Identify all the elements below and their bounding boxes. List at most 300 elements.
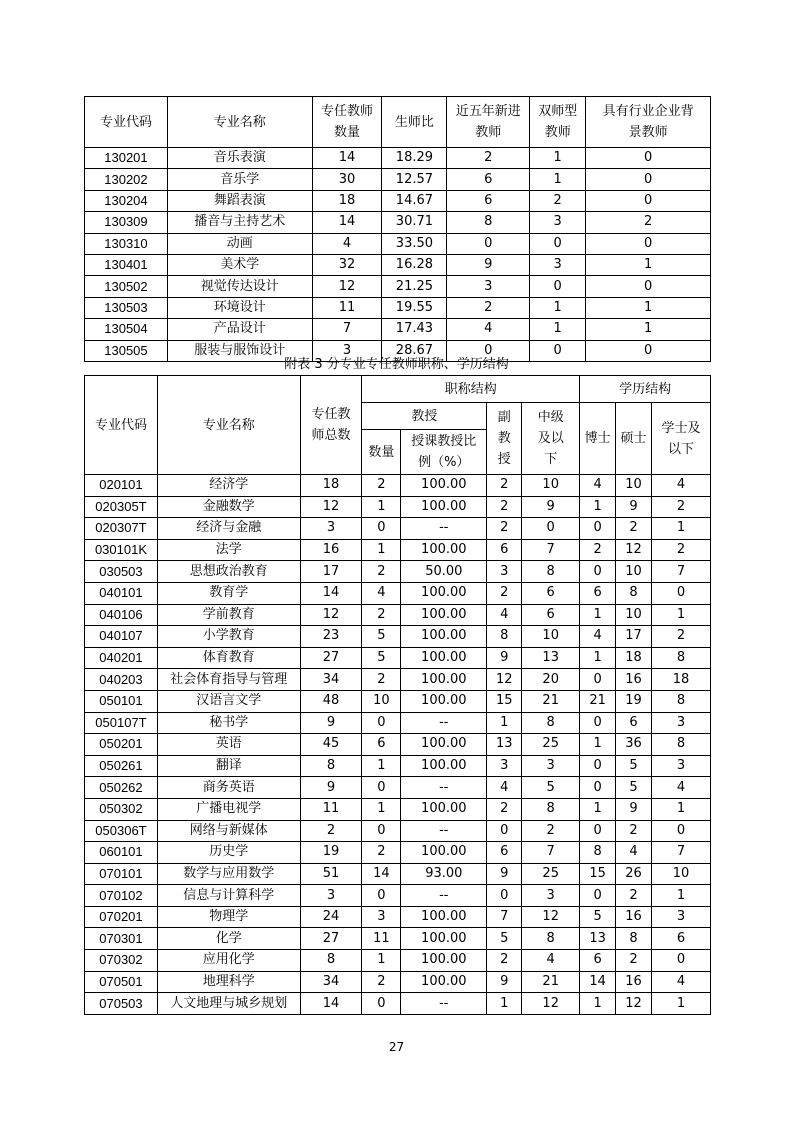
table-cell: 0: [580, 518, 616, 540]
table-cell: 2: [362, 971, 401, 993]
table-cell: 2: [362, 561, 401, 583]
table-cell: 10: [652, 863, 711, 885]
table-cell: 视觉传达设计: [167, 276, 312, 297]
table-cell: 16: [616, 669, 652, 691]
table-cell: 1: [586, 254, 711, 275]
table-cell: 13: [522, 647, 580, 669]
table-cell: 21: [522, 690, 580, 712]
table-cell: 19: [300, 842, 362, 864]
table-cell: 51: [300, 863, 362, 885]
table-cell: 6: [487, 539, 522, 561]
table-cell: 130201: [85, 148, 168, 169]
table-cell: 7: [487, 906, 522, 928]
table-cell: 翻译: [157, 755, 300, 777]
header-professor-count: 数量: [362, 430, 401, 475]
table-cell: 思想政治教育: [157, 561, 300, 583]
table-cell: 8: [522, 712, 580, 734]
table-cell: 21: [522, 971, 580, 993]
table-cell: 100.00: [401, 906, 487, 928]
table-cell: --: [401, 993, 487, 1015]
table-cell: 050302: [85, 798, 158, 820]
table-cell: 32: [312, 254, 382, 275]
table-cell: 0: [362, 712, 401, 734]
table-cell: 地理科学: [157, 971, 300, 993]
table-cell: 100.00: [401, 496, 487, 518]
table-cell: 音乐表演: [167, 148, 312, 169]
table-cell: 18.29: [382, 148, 447, 169]
table-cell: 24: [300, 906, 362, 928]
table-cell: 历史学: [157, 842, 300, 864]
table-cell: 34: [300, 971, 362, 993]
table-cell: 11: [362, 928, 401, 950]
header-education-structure: 学历结构: [580, 376, 711, 403]
table-cell: 93.00: [401, 863, 487, 885]
table-cell: 2: [362, 842, 401, 864]
table-cell: 3: [530, 254, 586, 275]
table-cell: 0: [580, 777, 616, 799]
table-cell: 人文地理与城乡规划: [157, 993, 300, 1015]
table-cell: 21: [580, 690, 616, 712]
table-cell: 040101: [85, 582, 158, 604]
table-cell: 7: [652, 842, 711, 864]
table-cell: 8: [300, 950, 362, 972]
table-cell: 2: [522, 820, 580, 842]
header-major-name: 专业名称: [157, 376, 300, 475]
table-cell: 100.00: [401, 971, 487, 993]
table-cell: 1: [652, 993, 711, 1015]
table-cell: 2: [580, 539, 616, 561]
table-cell: 14.67: [382, 190, 447, 211]
table-cell: 8: [522, 561, 580, 583]
table-cell: 4: [487, 777, 522, 799]
table-cell: 060101: [85, 842, 158, 864]
table-cell: 5: [487, 928, 522, 950]
table-cell: 2: [487, 582, 522, 604]
table-cell: 100.00: [401, 842, 487, 864]
table-row: [85, 297, 711, 318]
table-cell: 9: [616, 496, 652, 518]
table-cell: 0: [530, 233, 586, 254]
table-cell: 12: [487, 669, 522, 691]
table-cell: 0: [487, 820, 522, 842]
table-cell: 030101K: [85, 539, 158, 561]
table-cell: 信息与计算科学: [157, 885, 300, 907]
table-cell: 8: [487, 626, 522, 648]
table-cell: 英语: [157, 734, 300, 756]
table-cell: 040203: [85, 669, 158, 691]
table-cell: 2: [530, 190, 586, 211]
table-cell: 1: [580, 496, 616, 518]
table-cell: 0: [580, 669, 616, 691]
table-cell: 100.00: [401, 755, 487, 777]
table-cell: 1: [530, 148, 586, 169]
table-row: [85, 539, 711, 561]
table-cell: 1: [652, 885, 711, 907]
table-cell: 13: [487, 734, 522, 756]
table-cell: 0: [530, 276, 586, 297]
table-cell: --: [401, 712, 487, 734]
table-cell: 33.50: [382, 233, 447, 254]
table-cell: 2: [362, 669, 401, 691]
table-row: [85, 950, 711, 972]
table-cell: 14: [300, 993, 362, 1015]
table-cell: 070201: [85, 906, 158, 928]
table-row: [85, 233, 711, 254]
table-cell: 2: [300, 820, 362, 842]
table-row: [85, 496, 711, 518]
table-cell: 物理学: [157, 906, 300, 928]
table-cell: 30.71: [382, 212, 447, 233]
table-cell: 6: [580, 582, 616, 604]
table-cell: 17: [300, 561, 362, 583]
header-fulltime-teachers: 专任教师数量: [312, 97, 382, 148]
table-cell: 化学: [157, 928, 300, 950]
table-row: [85, 319, 711, 340]
table-cell: 10: [362, 690, 401, 712]
table-cell: 2: [616, 950, 652, 972]
table-cell: 商务英语: [157, 777, 300, 799]
faculty-count-table: [84, 96, 711, 362]
table-cell: 0: [586, 276, 711, 297]
table-cell: 10: [522, 626, 580, 648]
header-major-code: 专业代码: [85, 97, 168, 148]
table-cell: 5: [362, 626, 401, 648]
table-cell: 070101: [85, 863, 158, 885]
table-cell: 23: [300, 626, 362, 648]
header-master: 硕士: [616, 403, 652, 475]
table-row: [85, 777, 711, 799]
header-total-teachers: 专任教师总数: [300, 376, 362, 475]
table-cell: 2: [616, 820, 652, 842]
table-cell: 9: [447, 254, 530, 275]
table-cell: 2: [586, 212, 711, 233]
table-cell: 12: [300, 604, 362, 626]
table-cell: 3: [487, 561, 522, 583]
table-row: [85, 148, 711, 169]
header-intermediate-below: 中级及以下: [522, 403, 580, 475]
table-cell: 19.55: [382, 297, 447, 318]
header-new-teachers: 近五年新进教师: [447, 97, 530, 148]
table-cell: 网络与新媒体: [157, 820, 300, 842]
table-cell: 0: [652, 950, 711, 972]
table-row: [85, 669, 711, 691]
table-cell: 9: [616, 798, 652, 820]
table-cell: 040107: [85, 626, 158, 648]
table-cell: 1: [580, 647, 616, 669]
table-row: [85, 928, 711, 950]
table-cell: 5: [616, 755, 652, 777]
table-cell: 汉语言文学: [157, 690, 300, 712]
table-cell: 130504: [85, 319, 168, 340]
header-major-code: 专业代码: [85, 376, 158, 475]
table-cell: 1: [586, 297, 711, 318]
table-cell: 9: [487, 971, 522, 993]
table-cell: 34: [300, 669, 362, 691]
table-cell: 13: [580, 928, 616, 950]
table-cell: 19: [616, 690, 652, 712]
table-cell: 040106: [85, 604, 158, 626]
table-row: [85, 906, 711, 928]
table-row: [85, 475, 711, 497]
table-cell: 9: [487, 863, 522, 885]
table-cell: 18: [652, 669, 711, 691]
table-cell: 070501: [85, 971, 158, 993]
table-cell: 20: [522, 669, 580, 691]
table-cell: 1: [530, 169, 586, 190]
table-cell: 11: [300, 798, 362, 820]
table-cell: 6: [616, 712, 652, 734]
table-cell: 6: [652, 928, 711, 950]
table-cell: 18: [300, 475, 362, 497]
table-cell: 0: [586, 340, 711, 361]
table-cell: 动画: [167, 233, 312, 254]
table-cell: 16: [616, 906, 652, 928]
table-cell: 4: [487, 604, 522, 626]
table-cell: 130401: [85, 254, 168, 275]
table-cell: 050261: [85, 755, 158, 777]
table-cell: 16.28: [382, 254, 447, 275]
header-associate-professor: 副教授: [487, 403, 522, 475]
table-cell: 020305T: [85, 496, 158, 518]
table-cell: 2: [487, 798, 522, 820]
table-cell: 050262: [85, 777, 158, 799]
table-cell: 25: [522, 734, 580, 756]
table-cell: 0: [362, 518, 401, 540]
table-cell: 15: [580, 863, 616, 885]
table-cell: 070102: [85, 885, 158, 907]
table-cell: 10: [616, 475, 652, 497]
header-industry-background: 具有行业企业背景教师: [586, 97, 711, 148]
table-cell: 130310: [85, 233, 168, 254]
table-cell: 数学与应用数学: [157, 863, 300, 885]
table-cell: 0: [447, 340, 530, 361]
table-cell: 8: [616, 582, 652, 604]
table-cell: 12: [300, 496, 362, 518]
table-cell: 14: [312, 212, 382, 233]
table-cell: --: [401, 820, 487, 842]
header-student-teacher-ratio: 生师比: [382, 97, 447, 148]
header-title-structure: 职称结构: [362, 376, 580, 403]
table-cell: 3: [652, 755, 711, 777]
table-cell: 2: [487, 950, 522, 972]
table-cell: 100.00: [401, 626, 487, 648]
table-cell: 100.00: [401, 647, 487, 669]
table-cell: 100.00: [401, 928, 487, 950]
table-cell: 广播电视学: [157, 798, 300, 820]
table-cell: 10: [522, 475, 580, 497]
table-cell: 1: [652, 518, 711, 540]
table-cell: 产品设计: [167, 319, 312, 340]
table-cell: 0: [580, 755, 616, 777]
table-row: [85, 647, 711, 669]
table-cell: 2: [447, 297, 530, 318]
table-cell: 130204: [85, 190, 168, 211]
table-cell: 7: [312, 319, 382, 340]
table-cell: 7: [522, 539, 580, 561]
table-cell: 2: [447, 148, 530, 169]
table-cell: 14: [362, 863, 401, 885]
table-cell: 1: [362, 755, 401, 777]
table-cell: 金融数学: [157, 496, 300, 518]
table-row: [85, 690, 711, 712]
table-cell: 070302: [85, 950, 158, 972]
table-cell: 21.25: [382, 276, 447, 297]
table-cell: 14: [300, 582, 362, 604]
table-cell: 学前教育: [157, 604, 300, 626]
table-cell: --: [401, 777, 487, 799]
table-cell: 0: [586, 169, 711, 190]
table-row: [85, 971, 711, 993]
table-cell: 1: [487, 993, 522, 1015]
table-caption: 附表 3 分专业专任教师职称、学历结构: [284, 357, 509, 372]
table-cell: 0: [580, 820, 616, 842]
table-cell: 1: [530, 297, 586, 318]
table-cell: 14: [312, 148, 382, 169]
table-cell: 15: [487, 690, 522, 712]
table-cell: 1: [580, 604, 616, 626]
table-cell: 2: [652, 626, 711, 648]
table-row: [85, 842, 711, 864]
table-cell: 10: [616, 604, 652, 626]
table-cell: 经济学: [157, 475, 300, 497]
table-cell: 0: [586, 233, 711, 254]
table-cell: 舞蹈表演: [167, 190, 312, 211]
table-cell: 26: [616, 863, 652, 885]
table-cell: 070503: [85, 993, 158, 1015]
table-cell: 4: [522, 950, 580, 972]
table-cell: 法学: [157, 539, 300, 561]
table-cell: 0: [522, 518, 580, 540]
table-cell: 3: [522, 885, 580, 907]
table-row: [85, 276, 711, 297]
table-cell: 070301: [85, 928, 158, 950]
header-bachelor-below: 学士及以下: [652, 403, 711, 475]
table-cell: 4: [447, 319, 530, 340]
table-cell: 4: [616, 842, 652, 864]
table-cell: 3: [530, 212, 586, 233]
table-cell: 2: [362, 604, 401, 626]
table-cell: 0: [652, 820, 711, 842]
table-cell: 27: [300, 928, 362, 950]
table-cell: 应用化学: [157, 950, 300, 972]
table-cell: 020307T: [85, 518, 158, 540]
table-cell: 12: [616, 993, 652, 1015]
table-cell: 130503: [85, 297, 168, 318]
table-cell: 130502: [85, 276, 168, 297]
table-row: [85, 798, 711, 820]
table1-body: [85, 148, 711, 362]
table-cell: 25: [522, 863, 580, 885]
table-cell: 0: [362, 777, 401, 799]
table-row: [85, 863, 711, 885]
table-cell: 5: [362, 647, 401, 669]
table-row: [85, 518, 711, 540]
table-cell: 8: [652, 734, 711, 756]
table-cell: 5: [616, 777, 652, 799]
table-cell: --: [401, 518, 487, 540]
header-major-name: 专业名称: [167, 97, 312, 148]
table-cell: 3: [652, 906, 711, 928]
table-cell: 0: [362, 820, 401, 842]
table-cell: 16: [300, 539, 362, 561]
table-cell: 050101: [85, 690, 158, 712]
table-cell: 5: [522, 777, 580, 799]
table-cell: 030503: [85, 561, 158, 583]
table-cell: 50.00: [401, 561, 487, 583]
table-cell: 4: [580, 626, 616, 648]
table-cell: 2: [362, 475, 401, 497]
table-cell: 8: [522, 928, 580, 950]
table-cell: 8: [300, 755, 362, 777]
table-row: [85, 169, 711, 190]
table-cell: 1: [530, 319, 586, 340]
table-cell: 1: [362, 950, 401, 972]
table-cell: 社会体育指导与管理: [157, 669, 300, 691]
table-row: [85, 993, 711, 1015]
table-cell: 100.00: [401, 475, 487, 497]
table-cell: 服装与服饰设计: [167, 340, 312, 361]
header-dual-qualified: 双师型教师: [530, 97, 586, 148]
table-cell: 100.00: [401, 539, 487, 561]
table-row: [85, 755, 711, 777]
table-cell: 12: [616, 539, 652, 561]
table-cell: 100.00: [401, 604, 487, 626]
table-cell: 12: [522, 906, 580, 928]
page-number: 27: [388, 1040, 405, 1054]
table-cell: 0: [447, 233, 530, 254]
table-cell: 2: [487, 496, 522, 518]
table-cell: 1: [586, 319, 711, 340]
table-cell: 3: [652, 712, 711, 734]
table-cell: 36: [616, 734, 652, 756]
table-cell: 100.00: [401, 690, 487, 712]
table-cell: 1: [652, 604, 711, 626]
table-cell: 28.67: [382, 340, 447, 361]
table-cell: 1: [362, 496, 401, 518]
table-cell: 100.00: [401, 734, 487, 756]
table-cell: 0: [487, 885, 522, 907]
table-row: [85, 582, 711, 604]
header-teaching-professor-ratio: 授课教授比例（%）: [401, 430, 487, 475]
table-cell: 0: [580, 712, 616, 734]
table-cell: 9: [487, 647, 522, 669]
table-cell: 020101: [85, 475, 158, 497]
table-cell: 1: [487, 712, 522, 734]
table-cell: 48: [300, 690, 362, 712]
table-cell: 8: [652, 690, 711, 712]
table-cell: --: [401, 885, 487, 907]
table-cell: 100.00: [401, 669, 487, 691]
table-cell: 环境设计: [167, 297, 312, 318]
table-cell: 4: [652, 475, 711, 497]
table-cell: 45: [300, 734, 362, 756]
table-cell: 3: [522, 755, 580, 777]
table-row: [85, 626, 711, 648]
table-cell: 130505: [85, 340, 168, 361]
table-header-row: [85, 97, 711, 148]
table-cell: 6: [522, 604, 580, 626]
table-cell: 16: [616, 971, 652, 993]
table-cell: 2: [652, 496, 711, 518]
table-cell: 14: [580, 971, 616, 993]
table-cell: 1: [362, 798, 401, 820]
table-cell: 音乐学: [167, 169, 312, 190]
table-cell: 3: [362, 906, 401, 928]
table-row: [85, 254, 711, 275]
table-cell: 1: [580, 993, 616, 1015]
table-cell: 17: [616, 626, 652, 648]
table-cell: 教育学: [157, 582, 300, 604]
